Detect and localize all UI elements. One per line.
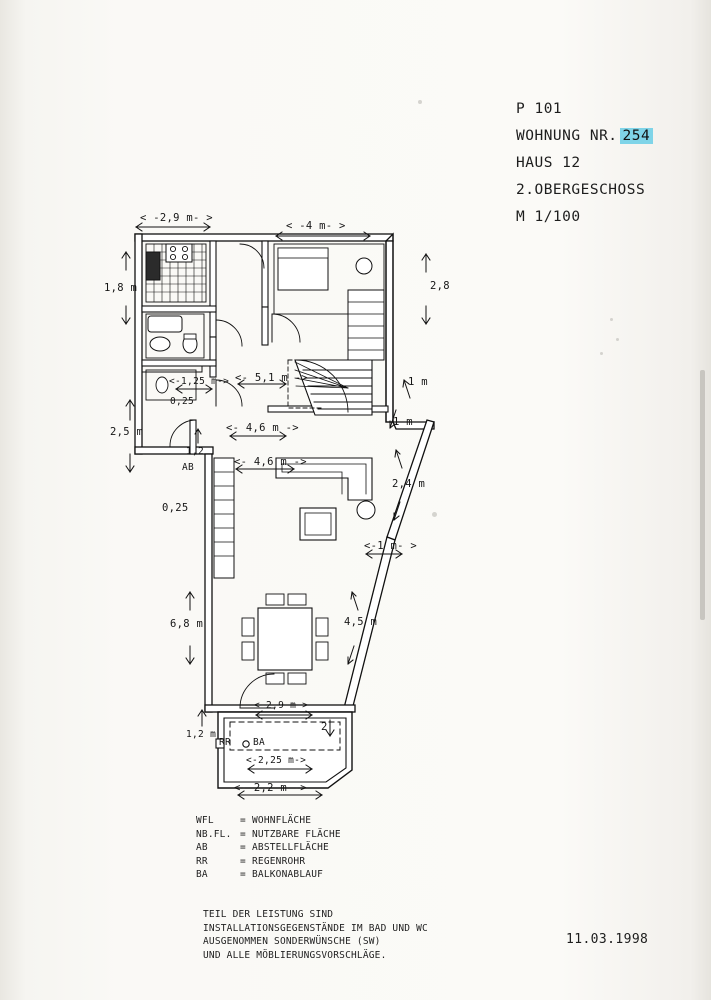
legend-meaning: BALKONABLAUF [252,869,324,880]
dim-label: < -4 m- > [286,220,346,232]
dim-label: <-1 m- > [364,540,417,552]
note-line: INSTALLATIONSGEGENSTÄNDE IM BAD UND WC [203,922,428,934]
scan-speck [610,318,613,321]
note-line: AUSGENOMMEN SONDERWÜNSCHE (SW) [203,936,381,947]
floor-level: 2.OBERGESCHOSS [516,182,646,198]
legend-meaning: NUTZBARE FLÄCHE [252,828,341,840]
scan-speck [418,100,422,104]
title-block [516,96,653,231]
legend-row [196,868,341,882]
legend-row [196,855,341,869]
dim-label: 1 m [408,376,428,388]
dim-label: 2,5 m [110,426,144,438]
legend-abbr: BA [196,869,208,880]
legend-meaning: WOHNFLÄCHE [252,815,312,826]
legend-meaning: ABSTELLFLÄCHE [252,842,329,853]
legend [196,814,341,882]
scan-edge-artifact [700,370,705,620]
apartment-line [516,123,653,150]
dim-label: 2,8 [430,280,450,292]
room-label-rr: RR [219,737,232,748]
dim-label: 1,2 m [186,729,217,740]
legend-row [196,814,341,828]
dim-label: <- 4,6 m -> [226,422,299,434]
dim-label: <-2,25 m-> [246,755,307,766]
legend-equals: = [240,828,246,840]
dim-label: <-1,25 m-> [169,376,230,387]
dim-label: <-2,9 m-> [254,700,309,711]
date-stamp: 11.03.1998 [566,932,649,947]
apartment-number-highlight: 254 [620,128,654,144]
legend-meaning: REGENROHR [252,855,306,867]
floor-plan-svg [90,210,490,830]
legend-abbr: WFL [196,815,214,826]
dim-label: 0,25 [170,396,195,407]
note-line: TEIL DER LEISTUNG SIND [203,909,334,920]
room-label-ab: AB [182,462,195,473]
dim-label: 1,2 [186,446,205,457]
scan-speck [616,338,619,341]
legend-equals: = [240,869,246,880]
scan-speck [600,352,603,355]
dim-label: 1 m [393,416,413,428]
dim-label: 6,8 m [170,618,204,630]
apartment-label: WOHNUNG NR. [516,128,618,144]
dim-label: 0,25 [162,502,189,514]
dim-label: <- 2,2 m -> [234,782,307,794]
room-label-ba: BA [253,737,266,748]
legend-equals: = [240,855,246,867]
scale: M 1/100 [516,209,581,225]
legend-row [196,841,341,855]
legend-abbr: AB [196,842,208,853]
floor-plan-drawing [90,210,490,830]
dim-label: < -2,9 m- > [140,212,213,224]
dim-label: <- 4,6 m -> [234,456,307,468]
legend-abbr: RR [196,855,208,867]
dim-label: 1,8 m [104,282,138,294]
note-line: UND ALLE MÖBLIERUNGSVORSCHLÄGE. [203,949,387,961]
dim-label: 4,5 m [344,616,378,628]
legend-equals: = [240,815,246,826]
dim-label: <- 5,1 m -> [235,372,308,384]
legend-abbr: NB.FL. [196,828,232,840]
dim-label: 2,4 m [392,478,426,490]
legend-equals: = [240,842,246,853]
dim-label: 2 [321,721,328,733]
legend-row [196,828,341,842]
plan-code: P 101 [516,101,563,117]
house-number: HAUS 12 [516,155,581,171]
scope-notes [203,908,428,962]
